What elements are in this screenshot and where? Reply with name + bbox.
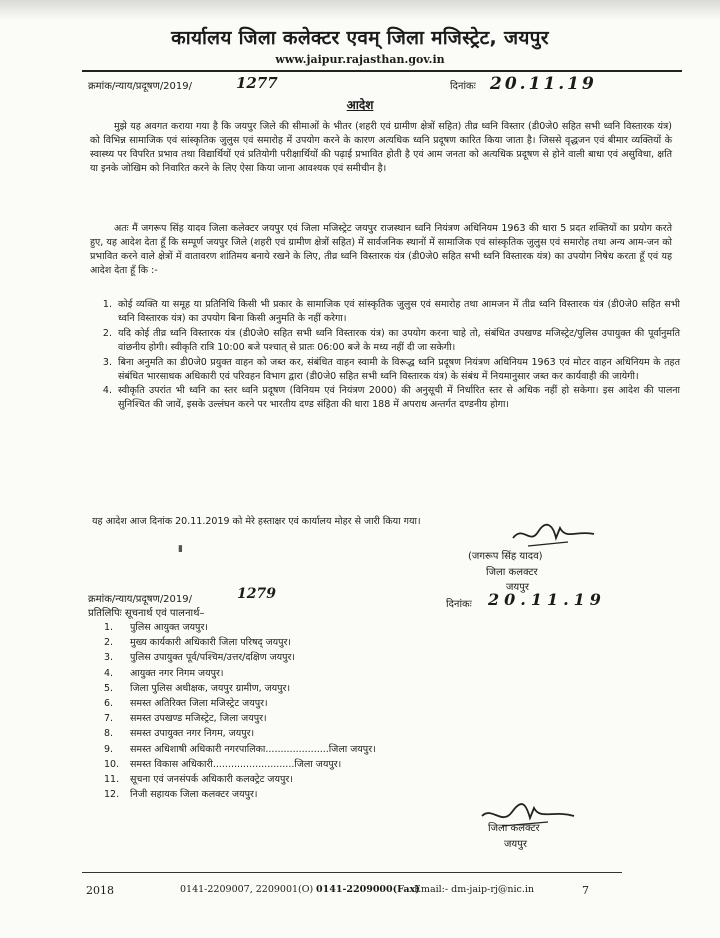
list-item: 11. सूचना एवं जनसंपर्क अधिकारी कलक्ट्रेट जयपुर। <box>104 774 293 786</box>
list-item: 4. स्वीकृति उपरांत भी ध्वनि का स्तर ध्वनि प्रदूषण (विनियम एवं नियंत्रण 2000) की अनुसूची में निर्धारित स्तर से अधिक नहीं हो सकेगा। इस आदेश की पालना सुनिश्चित की जावें, इसके उल्लंघन करने पर भारतीय दण्ड संहिता की धारा 188 में अपराध अन्तर्गत दण्डनीय होगा। <box>102 385 680 411</box>
office-title: कार्यालय जिला कलेक्टर एवम् जिला मजिस्ट्रेट, जयपुर <box>171 27 549 49</box>
list-item: 8. समस्त उपायुक्त नगर निगम, जयपुर। <box>104 728 255 740</box>
list-item: 2. मुख्य कार्यकारी अधिकारी जिला परिषद् जयपुर। <box>104 637 292 649</box>
signatory2-designation: जिला कलक्टर <box>488 823 540 834</box>
signatory-designation: जिला कलक्टर <box>486 567 538 578</box>
list-item: 4. आयुक्त नगर निगम जयपुर। <box>104 667 224 679</box>
date-label: दिनांकः <box>446 599 472 610</box>
footer-year: 2018 <box>86 884 114 897</box>
signature-icon <box>508 520 598 550</box>
order-date: 20.11.19 <box>490 74 597 94</box>
reference-number: 1279 <box>237 586 276 602</box>
reference-label: क्रमांक/न्याय/प्रदूषण/2019/ <box>88 594 193 605</box>
signatory-name: (जगरूप सिंह यादव) <box>468 551 543 562</box>
header-rule <box>82 70 682 72</box>
stamp-mark: ▮ <box>178 544 183 554</box>
paragraph-2: अतः मैं जगरूप सिंह यादव जिला कलेक्टर जयपुर एवं जिला मजिस्ट्रेट जयपुर राजस्थान ध्वनि नियंत्रण अधिनियम 1963 की धारा 5 प्रदत शक्तियों का प्रयोग करते हुए, यह आदेश देता हूँ कि सम्पूर्ण जयपुर जिले (शहरी एवं ग्रामीण क्षेत्रों सहित) में सार्वजनिक स्थानों में सामाजिक एवं सांस्कृतिक जुलुस एवं समारोह तथा अन्य आम-जन को प्रभावित करने वाले क्षेत्रों में वातावरण शांतिमय बनाये रखने के लिए, तीव्र ध्वनि विस्तारक यंत्र (डी0जे0 सहित सभी ध्वनि विस्तारक यंत्र) का उपयोग निषेध करता हूँ एवं यह आदेश देता हूँ कि :- <box>90 223 672 276</box>
signatory2-place: जयपुर <box>504 839 527 850</box>
list-item: 5. जिला पुलिस अधीक्षक, जयपुर ग्रामीण, जयपुर। <box>104 682 291 694</box>
list-item: 2. यदि कोई तीव्र ध्वनि विस्तारक यंत्र (डी0जे0 सहित सभी ध्वनि विस्तारक यंत्र) का उपयोग करना चाहे तो, संबंधित उपखण्ड मजिस्ट्रेट/पुलिस उपायुक्त की पूर्वानुमति वांछनीय होगी। स्वीकृति रात्रि 10:00 बजे पश्चात् से प्रातः 06:00 बजे के मध्य नहीं दी जा सकेगी। <box>102 327 680 353</box>
reference-number: 1277 <box>236 74 278 92</box>
footer-email: Email:- dm-jaip-rj@nic.in <box>414 884 534 895</box>
signatory-place: जयपुर <box>506 582 529 593</box>
list-item: 1. कोई व्यक्ति या समूह या प्रतिनिधि किसी भी प्रकार के सामाजिक एवं सांस्कृतिक जुलुस एवं समारोह तथा आमजन में तीव्र ध्वनि विस्तारक यंत्र (डी0जे0 सहित सभी ध्वनि विस्तारक यंत्र) का उपयोग बिना किसी अनुमति के नहीं करेगा। <box>102 299 680 324</box>
reference-label: क्रमांक/न्याय/प्रदूषण/2019/ <box>88 81 193 92</box>
footer-phones: 0141-2209007, 2209001(O) <box>180 884 314 895</box>
list-item: 6. समस्त अतिरिक्त जिला मजिस्ट्रेट जयपुर। <box>104 698 268 710</box>
copy-to-label: प्रतिलिपिः सूचनार्थ एवं पालनार्थ– <box>88 608 205 619</box>
list-item: 10. समस्त विकास अधिकारी...........................जिला जयपुर। <box>104 758 342 770</box>
copy-date: 20.11.19 <box>488 590 606 609</box>
paragraph-1: मुझे यह अवगत कराया गया है कि जयपुर जिले की सीमाओं के भीतर (शहरी एवं ग्रामीण क्षेत्रों सहित) तीव्र ध्वनि विस्तार (डी0जे0 सहित सभी ध्वनि विस्तारक यंत्र) को विभिन्न सामाजिक एवं सांस्कृतिक जुलुस एवं समारोह में उपयोग करने के कारण अत्यधिक ध्वनि प्रदूषण कारित किया जाता है। जिससे वृद्धजन एवं बीमार व्यक्तियों के स्वास्थ्य पर विपरित प्रभाव तथा विद्यार्थियों एवं प्रतियोगी परीक्षार्थियों की पढ़ाई प्रभावित होती है एवं आम जनता को अत्यधिक प्रदूषण से होने वाली बाधा एवं असुविधा, क्षति या इनके जोखिम को निवारित करने के लिए ऐसा किया जाना आवश्यक एवं समीचीन है। <box>90 121 672 174</box>
order-heading: आदेश <box>346 98 374 112</box>
conditions-list <box>90 298 680 413</box>
copy-to-list <box>104 620 524 802</box>
list-item: 1. पुलिस आयुक्त जयपुर। <box>104 622 208 633</box>
scan-shadow <box>0 0 720 20</box>
date-label: दिनांकः <box>450 81 476 92</box>
footer-rule <box>82 872 622 873</box>
list-item: 3. पुलिस उपायुक्त पूर्व/पश्चिम/उत्तर/दक्षिण जयपुर। <box>104 652 296 664</box>
list-item: 9. समस्त अधिशाषी अधिकारी नगरपालिका.....................जिला जयपुर। <box>104 743 376 755</box>
footer-fax: 0141-2209000(Fax) <box>316 884 420 895</box>
list-item: 12. निजी सहायक जिला कलक्टर जयपुर। <box>104 789 258 801</box>
closing-statement: यह आदेश आज दिनांक 20.11.2019 को मेरे हस्ताक्षर एवं कार्यालय मोहर से जारी किया गया। <box>92 516 421 527</box>
office-website: www.jaipur.rajasthan.gov.in <box>275 53 445 66</box>
page-number: 7 <box>582 884 589 897</box>
list-item: 3. बिना अनुमति का डी0जे0 प्रयुक्त वाहन को जब्त कर, संबंधित वाहन स्वामी के विरूद्ध ध्वनि प्रदूषण नियंत्रण अधिनियम 1963 एवं मोटर वाहन अधिनियम के तहत संबंधित भारसाधक अधिकारी एवं परिवहन विभाग द्वारा (डी0जे0 सहित सभी ध्वनि विस्तारक यंत्र) के संबंध में नियमानुसार जब्त कर कार्यवाही की जायेगी। <box>102 356 680 382</box>
list-item: 7. समस्त उपखण्ड मजिस्ट्रेट, जिला जयपुर। <box>104 713 267 725</box>
